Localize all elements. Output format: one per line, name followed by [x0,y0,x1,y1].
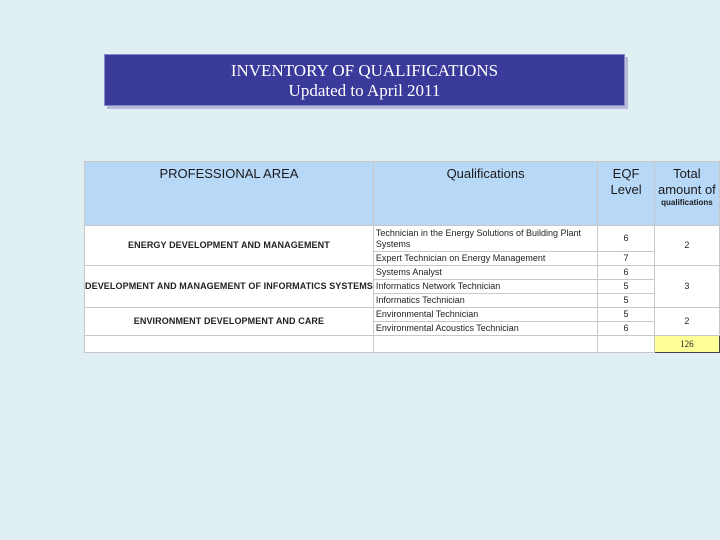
header-total-label: Total amount of [657,166,716,197]
header-total-amount [654,162,719,226]
header-qualifications: Qualifications [373,162,597,226]
empty-cell [598,336,655,353]
header-row [85,162,720,226]
empty-cell [85,336,374,353]
grand-total-row [85,336,720,353]
eqf-cell: 6 [598,322,655,336]
grand-total-cell: 126 [654,336,719,353]
qualification-cell: Environmental Acoustics Technician [373,322,597,336]
title-main: INVENTORY OF QUALIFICATIONS [230,61,499,80]
qualification-cell: Informatics Technician [373,294,597,308]
title-banner [104,54,625,106]
header-total-tail: qualifications [661,198,713,207]
header-eqf-level: EQF Level [598,162,655,226]
eqf-cell: 5 [598,280,655,294]
eqf-cell: 6 [598,266,655,280]
qualification-cell: Environmental Technician [373,308,597,322]
total-cell: 2 [654,226,719,266]
qualification-cell: Informatics Network Technician [373,280,597,294]
qualification-cell: Technician in the Energy Solutions of Building Plant Systems [373,226,597,252]
area-cell: ENVIRONMENT DEVELOPMENT AND CARE [85,308,374,336]
table-row [85,308,720,322]
header-professional-area: PROFESSIONAL AREA [85,162,374,226]
area-cell: DEVELOPMENT AND MANAGEMENT OF INFORMATICS SYSTEMS [85,266,374,308]
total-cell: 3 [654,266,719,308]
table-row [85,266,720,280]
qualifications-table [84,161,720,353]
empty-cell [373,336,597,353]
eqf-cell: 5 [598,308,655,322]
title-subtitle: Updated to April 2011 [288,81,441,100]
total-cell: 2 [654,308,719,336]
area-cell: ENERGY DEVELOPMENT AND MANAGEMENT [85,226,374,266]
qualification-cell: Expert Technician on Energy Management [373,252,597,266]
eqf-cell: 7 [598,252,655,266]
qualification-cell: Systems Analyst [373,266,597,280]
table-row [85,226,720,252]
eqf-cell: 5 [598,294,655,308]
eqf-cell: 6 [598,226,655,252]
